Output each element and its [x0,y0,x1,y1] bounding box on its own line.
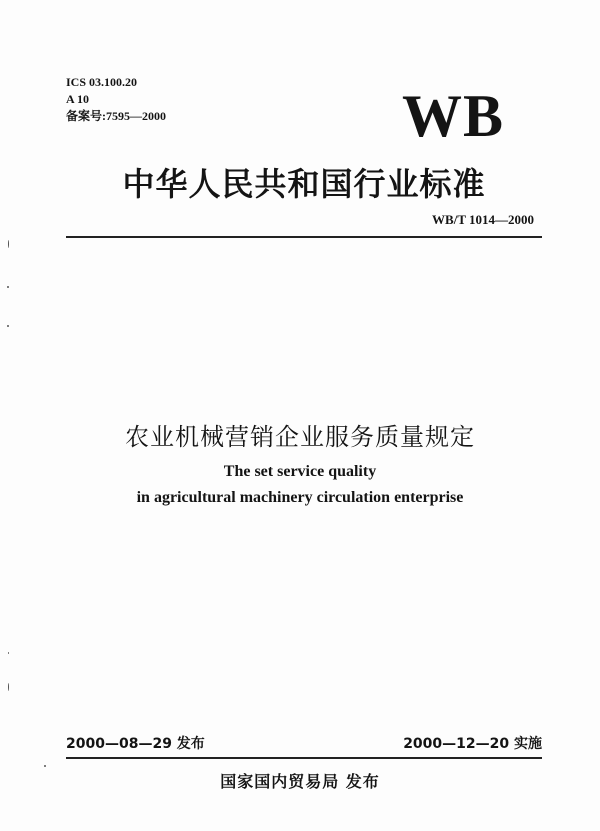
english-title-line-2: in agricultural machinery circulation enterprise [136,489,464,506]
category-code: A 10 [66,92,90,106]
scan-speck [44,765,46,767]
standard-number: WB/T 1014—2000 [432,212,534,227]
top-divider [66,236,542,238]
filing-number: 备案号:7595—2000 [66,109,166,123]
english-title-line-1: The set service quality [223,463,377,480]
wb-logo: WB [401,83,504,149]
issue-date: 2000—08—29 发布 [66,736,205,752]
scan-speck [7,286,9,288]
classification-block [66,74,166,125]
publisher: 国家国内贸易局 发布 [220,772,380,791]
document-title-chinese: 农业机械营销企业服务质量规定 [125,423,475,451]
ics-code: ICS 03.100.20 [66,75,138,89]
document-title-english [0,459,600,511]
scan-speck [7,325,9,327]
implementation-date: 2000—12—20 实施 [403,736,542,752]
standard-title: 中华人民共和国行业标准 [122,165,486,203]
scan-speck [8,240,9,248]
scan-speck [8,683,9,691]
bottom-divider [66,757,542,759]
scan-speck [8,652,9,654]
